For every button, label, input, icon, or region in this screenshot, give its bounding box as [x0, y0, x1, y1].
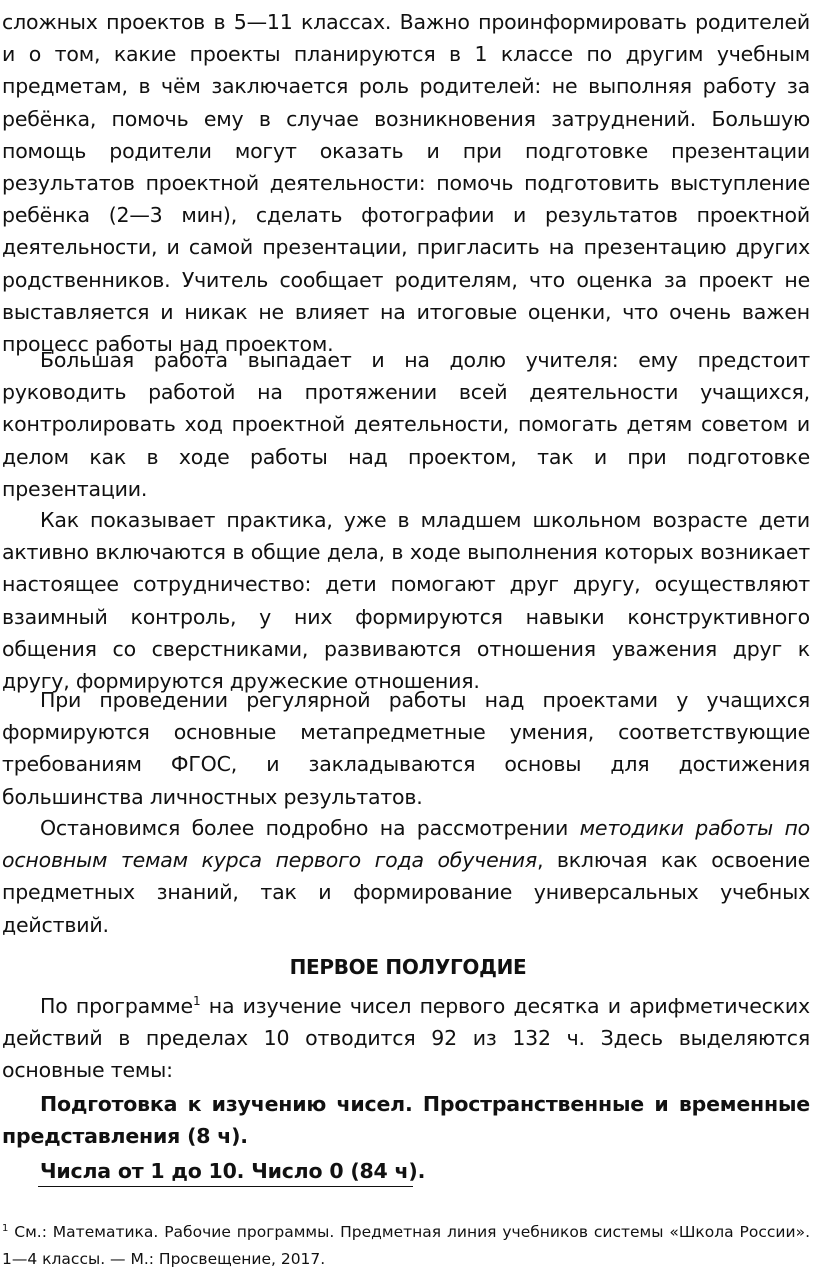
paragraph-text-start: Остановимся более подробно на рассмотрении: [40, 816, 580, 840]
topic-item: Числа от 1 до 10. Число 0 (84 ч).: [40, 1159, 426, 1184]
paragraph-text-italic: методики работы по основным темам курса первого года обучения: [2, 816, 811, 873]
paragraph-text: сложных проектов в 5—11 классах. Важно проинформировать родителей и о том, какие проекты планируются в 1 классе по другим учебным предметам, в чём заключается роль родителей: не выполняя работу за ребёнка, помочь ему в случае возникновения затруднений. Большую помощь родители могут оказать и при подготовке презентации результатов проектной деятельности: помочь подготовить выступление ребёнка (2—3 мин), сделать фотографии и результатов проектной деятельности, и самой презентации, пригласить на презентацию других родственников. Учитель сообщает родителям, что оценка за проект не выставляется и никак не влияет на итоговые оценки, что очень важен процесс работы над проектом.: [2, 10, 810, 357]
paragraph-text: [2, 812, 810, 941]
paragraph-metasubject: [2, 684, 810, 813]
topic-item: Подготовка к изучению чисел. Пространственные и временные представления (8 ч).: [2, 1092, 810, 1149]
paragraph-teacher-role: [2, 344, 810, 505]
paragraph-program: [2, 990, 810, 1087]
paragraph-parents-role: [2, 6, 810, 360]
paragraph-practice: [2, 504, 810, 697]
program-text-start: По программе: [40, 994, 193, 1018]
footnote-reference[interactable]: 1: [192, 994, 201, 1009]
program-text-end: на изучение чисел первого десятка и арифметических действий в пределах 10 отводится 92 из 132 ч. Здесь выделяются основные темы:: [2, 994, 810, 1083]
paragraph-text-end: , включая как освоение предметных знаний, так и формирование универсальных учебных действий.: [2, 848, 810, 937]
topic-list: [2, 1088, 810, 1188]
footnote-divider: [38, 1186, 413, 1187]
footnote-mark: 1: [2, 1222, 9, 1234]
paragraph-text: Как показывает практика, уже в младшем школьном возрасте дети активно включаются в общие дела, в ходе выполнения которых возникает настоящее сотрудничество: дети помогают друг другу, осуществляют взаимный контроль, у них формируются навыки конструктивного общения со сверстниками, развиваются отношения уважения друг к другу, формируются дружеские отношения.: [2, 508, 810, 694]
paragraph-text: [2, 990, 810, 1087]
footnote: [2, 1219, 810, 1273]
section-heading: ПЕРВОЕ ПОЛУГОДИЕ: [289, 955, 527, 979]
paragraph-methodology: [2, 812, 810, 941]
paragraph-text: Большая работа выпадает и на долю учителя: ему предстоит руководить работой на протяжении всей деятельности учащихся, контролировать ход проектной деятельности, помогать детям советом и делом как в ходе работы над проектом, так и при подготовке презентации.: [2, 348, 810, 501]
footnote-text: См.: Математика. Рабочие программы. Предметная линия учебников системы «Школа России». 1—4 классы. — М.: Просвещение, 2017.: [2, 1223, 810, 1268]
paragraph-text: При проведении регулярной работы над проектами у учащихся формируются основные метапредметные умения, соответствующие требованиям ФГОС, и закладываются основы для достижения большинства личностных результатов.: [2, 688, 810, 809]
